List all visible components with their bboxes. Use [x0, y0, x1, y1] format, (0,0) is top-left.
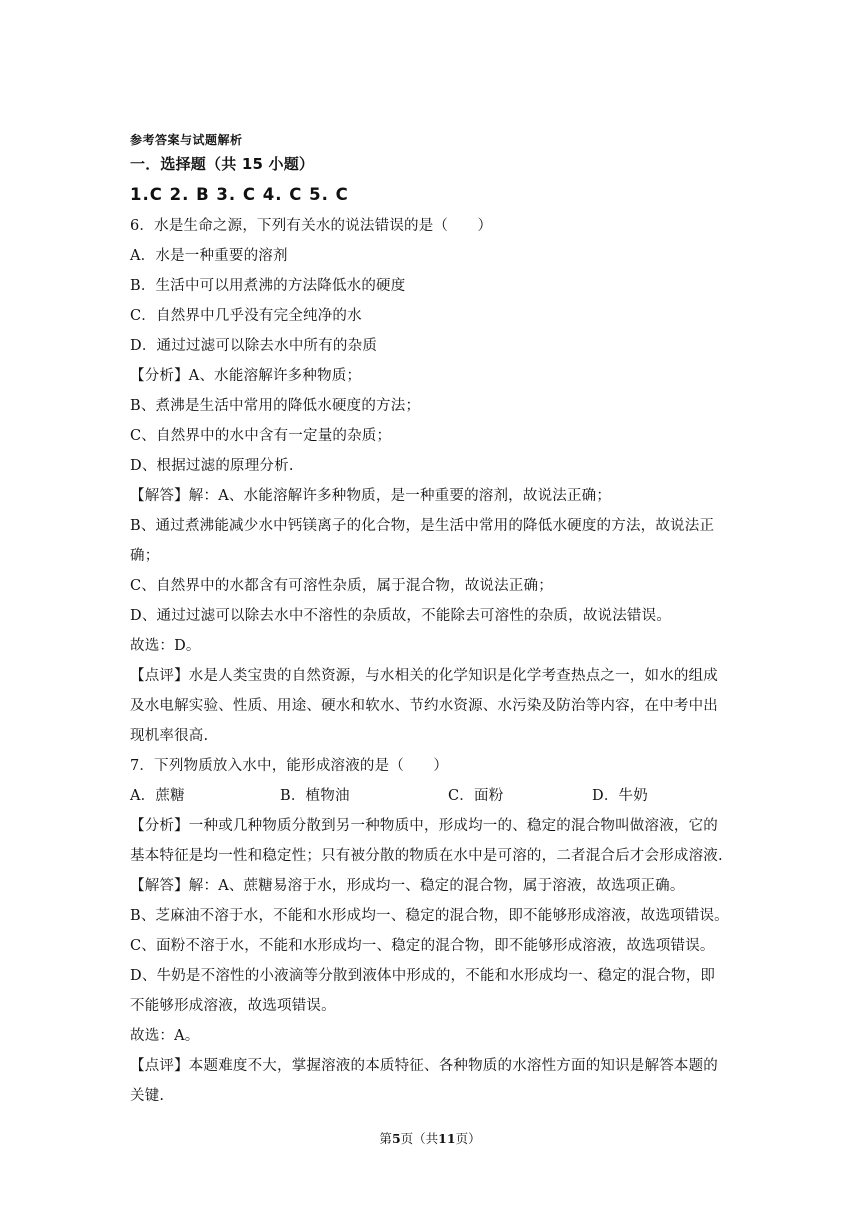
- question-7-option-d: D．牛奶: [592, 788, 648, 804]
- question-6-solution-line: 【解答】解：A、水能溶解许多种物质，是一种重要的溶剂，故说法正确；: [130, 488, 612, 504]
- question-7-solution-line: 【解答】解：A、蔗糖易溶于水，形成均一、稳定的混合物，属于溶液，故选项正确。: [130, 878, 685, 894]
- question-7-stem: 7．下列物质放入水中，能形成溶液的是（ ）: [130, 758, 449, 774]
- question-7-answer: 故选：A。: [130, 1028, 200, 1044]
- question-6-option-b: B．生活中可以用煮沸的方法降低水的硬度: [130, 278, 406, 294]
- question-6-option-c: C．自然界中几乎没有完全纯净的水: [130, 308, 362, 324]
- question-7-solution-line: B、芝麻油不溶于水，不能和水形成均一、稳定的混合物，即不能够形成溶液，故选项错误。: [130, 908, 729, 924]
- question-6-answer: 故选：D。: [130, 638, 201, 654]
- page-footer: [0, 1130, 860, 1148]
- footer-suffix: 页）: [455, 1131, 481, 1146]
- question-6-comment-line: 及水电解实验、性质、用途、硬水和软水、节约水资源、水污染及防治等内容，在中考中出: [130, 698, 718, 714]
- section-heading: 一．选择题（共 15 小题）: [130, 155, 315, 173]
- question-7-comment-line: 关键.: [130, 1088, 165, 1104]
- question-7-solution-line: 不能够形成溶液，故选项错误。: [130, 998, 336, 1014]
- question-6-stem: 6．水是生命之源，下列有关水的说法错误的是（ ）: [130, 218, 493, 234]
- footer-prefix: 第: [379, 1131, 392, 1146]
- page-total: 11: [438, 1131, 456, 1146]
- question-7-analysis-line: 【分析】一种或几种物质分散到另一种物质中，形成均一的、稳定的混合物叫做溶液，它的: [130, 818, 718, 834]
- answer-key-title: 参考答案与试题解析: [130, 133, 243, 147]
- page-number: 5: [391, 1131, 401, 1146]
- question-6-comment-line: 现机率很高.: [130, 728, 209, 744]
- answer-list: 1.C 2. B 3. C 4. C 5. C: [130, 185, 349, 204]
- question-6-solution-line: D、通过过滤可以除去水中不溶性的杂质故，不能除去可溶性的杂质，故说法错误。: [130, 608, 672, 624]
- question-6-analysis-line: 【分析】A、水能溶解许多种物质；: [130, 368, 362, 384]
- question-7-options: [130, 786, 740, 806]
- question-7-option-c: C．面粉: [448, 788, 504, 804]
- question-6-option-d: D．通过过滤可以除去水中所有的杂质: [130, 338, 378, 354]
- question-6-analysis-line: C、自然界中的水中含有一定量的杂质；: [130, 428, 392, 444]
- question-7-comment-line: 【点评】本题难度不大，掌握溶液的本质特征、各种物质的水溶性方面的知识是解答本题的: [130, 1058, 718, 1074]
- question-6-analysis-line: B、煮沸是生活中常用的降低水硬度的方法；: [130, 398, 421, 414]
- question-6-comment-line: 【点评】水是人类宝贵的自然资源，与水相关的化学知识是化学考查热点之一，如水的组成: [130, 668, 718, 684]
- question-6-option-a: A．水是一种重要的溶剂: [130, 248, 288, 264]
- question-6-solution-line: B、通过煮沸能减少水中钙镁离子的化合物，是生活中常用的降低水硬度的方法，故说法正: [130, 518, 715, 534]
- question-6-solution-line: 确；: [130, 548, 160, 564]
- question-6-solution-line: C、自然界中的水都含有可溶性杂质，属于混合物，故说法正确；: [130, 578, 553, 594]
- question-7-analysis-line: 基本特征是均一性和稳定性；只有被分散的物质在水中是可溶的，二者混合后才会形成溶液.: [130, 848, 723, 864]
- footer-middle: 页（共: [400, 1131, 439, 1146]
- question-7-option-a: A．蔗糖: [130, 788, 185, 804]
- question-7-solution-line: C、面粉不溶于水，不能和水形成均一、稳定的混合物，即不能够形成溶液，故选项错误。: [130, 938, 715, 954]
- question-7-option-b: B．植物油: [280, 788, 350, 804]
- question-6-analysis-line: D、根据过滤的原理分析.: [130, 458, 294, 474]
- question-7-solution-line: D、牛奶是不溶性的小液滴等分散到液体中形成的，不能和水形成均一、稳定的混合物，即: [130, 968, 716, 984]
